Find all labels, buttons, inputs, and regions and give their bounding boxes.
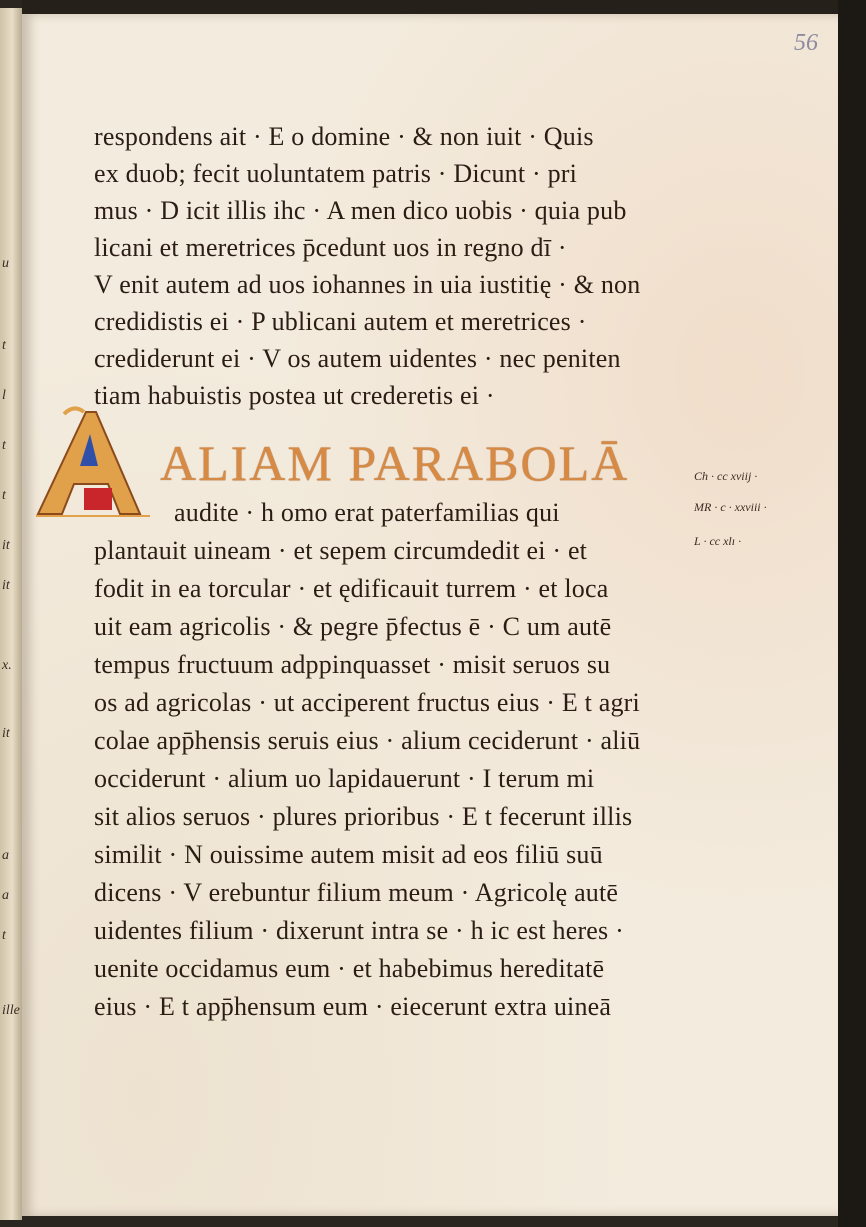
text-line: V enit autem ad uos iohannes in uia iustitię · & non bbox=[94, 270, 641, 299]
initial-a-red-fill bbox=[84, 488, 112, 510]
decorated-initial-a bbox=[34, 406, 152, 518]
text-line: mus · D icit illis ihc · A men dico uobis · quia pub bbox=[94, 196, 627, 225]
prev-page-fragment: u bbox=[2, 256, 9, 271]
text-line: colae app̄hensis seruis eius · alium ceciderunt · aliū bbox=[94, 726, 641, 755]
prev-page-fragment: t bbox=[2, 488, 6, 503]
folio-number: 56 bbox=[794, 30, 818, 56]
initial-a-flourish bbox=[64, 408, 84, 414]
text-line: eius · E t app̄hensum eum · eiecerunt extra uineā bbox=[94, 992, 612, 1021]
text-line: plantauit uineam · et sepem circumdedit ei · et bbox=[94, 536, 588, 565]
manuscript-page bbox=[22, 14, 838, 1216]
prev-page-fragment: x. bbox=[2, 658, 12, 673]
text-line: tiam habuistis postea ut crederetis ei · bbox=[94, 381, 495, 410]
text-line: fodit in ea torcular · et ędificauit turrem · et loca bbox=[94, 574, 609, 603]
text-line: tempus fructuum adppinquasset · misit seruos su bbox=[94, 650, 611, 679]
text-line: dicens · V erebuntur filium meum · Agricolę autē bbox=[94, 878, 619, 907]
prev-page-fragment: t bbox=[2, 928, 6, 943]
text-line: licani et meretrices p̄cedunt uos in regno dī · bbox=[94, 233, 567, 262]
text-line: similit · N ouissime autem misit ad eos filiū suū bbox=[94, 840, 603, 869]
text-line: credidistis ei · P ublicani autem et meretrices · bbox=[94, 307, 587, 336]
prev-page-fragment: t bbox=[2, 338, 6, 353]
prev-page-fragment: it bbox=[2, 578, 10, 593]
margin-note: MR · c · xxviii · bbox=[694, 500, 767, 514]
text-line: audite · h omo erat paterfamilias qui bbox=[174, 498, 560, 527]
text-line: sit alios seruos · plures prioribus · E t fecerunt illis bbox=[94, 802, 633, 831]
prev-page-fragment: a bbox=[2, 888, 9, 903]
text-line: crediderunt ei · V os autem uidentes · nec peniten bbox=[94, 344, 621, 373]
prev-page-fragment: t bbox=[2, 438, 6, 453]
text-line: occiderunt · alium uo lapidauerunt · I terum mi bbox=[94, 764, 595, 793]
prev-page-fragment: it bbox=[2, 538, 10, 553]
previous-page-edge bbox=[0, 8, 22, 1220]
text-line: respondens ait · E o domine · & non iuit · Quis bbox=[94, 122, 594, 151]
text-line: uit eam agricolis · & pegre p̄fectus ē · C um autē bbox=[94, 612, 612, 641]
prev-page-fragment: it bbox=[2, 726, 10, 741]
margin-note: L · cc xlı · bbox=[694, 534, 742, 548]
scan-top-edge bbox=[22, 0, 838, 14]
prev-page-fragment: ille bbox=[2, 1003, 20, 1018]
prev-page-fragment: a bbox=[2, 848, 9, 863]
rubric-heading: ALIAM PARABOLĀ bbox=[160, 435, 630, 491]
margin-note: Ch · cc xviij · bbox=[694, 469, 758, 483]
prev-page-fragment: l bbox=[2, 388, 6, 403]
text-line: os ad agricolas · ut acciperent fructus eius · E t agri bbox=[94, 688, 640, 717]
scan-right-edge bbox=[838, 0, 866, 1227]
text-line: uidentes filium · dixerunt intra se · h ic est heres · bbox=[94, 916, 624, 945]
text-line: ex duob; fecit uoluntatem patris · Dicunt · pri bbox=[94, 159, 578, 188]
text-line: uenite occidamus eum · et habebimus hereditatē bbox=[94, 954, 605, 983]
